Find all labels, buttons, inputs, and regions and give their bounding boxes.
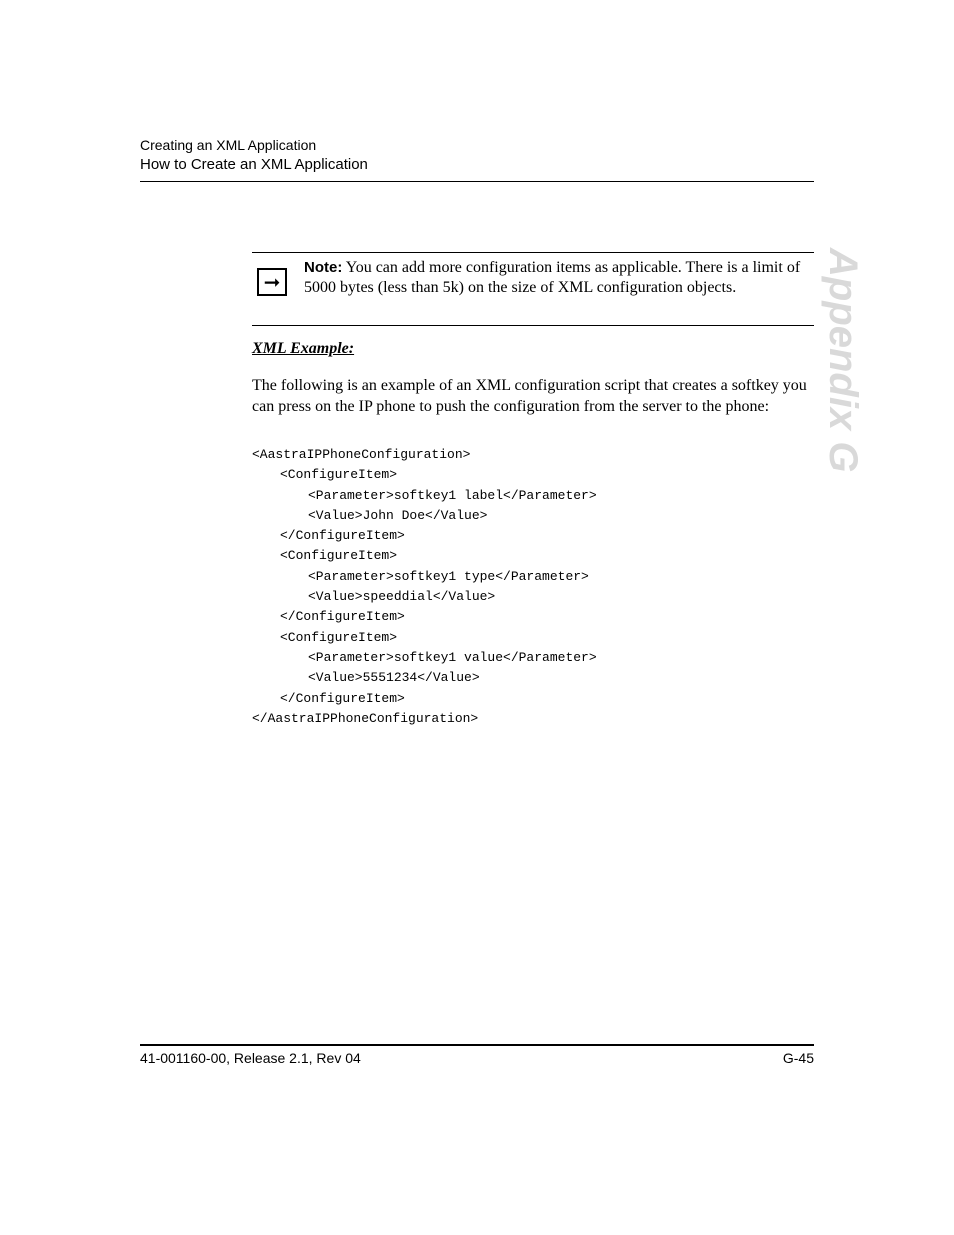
code-line: <Value>speeddial</Value> <box>308 589 496 605</box>
chapter-title: Creating an XML Application <box>140 137 317 153</box>
note-label: Note: <box>304 259 343 276</box>
section-title: How to Create an XML Application <box>140 156 368 173</box>
code-line: <Parameter>softkey1 value</Parameter> <box>308 649 597 665</box>
page-number: G-45 <box>782 1050 814 1066</box>
code-line: <Value>5551234</Value> <box>308 670 480 686</box>
code-line: </ConfigureItem> <box>280 609 405 625</box>
code-line: </AastraIPPhoneConfiguration> <box>252 710 479 726</box>
note-text <box>304 258 804 298</box>
appendix-side-tab: Appendix G <box>821 248 865 473</box>
code-line: </ConfigureItem> <box>280 690 405 706</box>
note-body: You can add more configuration items as applicable. There is a limit of 5000 bytes (less than 5k) on the size of XML configuration objects. <box>304 259 801 296</box>
page-footer <box>140 1044 814 1066</box>
code-line: <ConfigureItem> <box>280 629 398 645</box>
code-line: <ConfigureItem> <box>280 467 398 483</box>
right-arrow-icon: ➞ <box>257 268 287 296</box>
xml-example-intro: The following is an example of an XML configuration script that creates a softkey you can press on the IP phone to push the configuration from the server to the phone: <box>252 377 807 415</box>
note-box <box>252 252 814 326</box>
code-line: <Value>John Doe</Value> <box>308 507 488 523</box>
code-line: <Parameter>softkey1 type</Parameter> <box>308 568 589 584</box>
code-line: <AastraIPPhoneConfiguration> <box>252 447 471 462</box>
page-header <box>140 136 814 182</box>
xml-example-heading: XML Example: <box>252 340 355 357</box>
code-line: </ConfigureItem> <box>280 528 405 544</box>
code-line: <Parameter>softkey1 label</Parameter> <box>308 487 597 503</box>
xml-code-block <box>252 445 597 729</box>
document-id: 41-001160-00, Release 2.1, Rev 04 <box>140 1050 361 1066</box>
code-line: <ConfigureItem> <box>280 548 398 564</box>
